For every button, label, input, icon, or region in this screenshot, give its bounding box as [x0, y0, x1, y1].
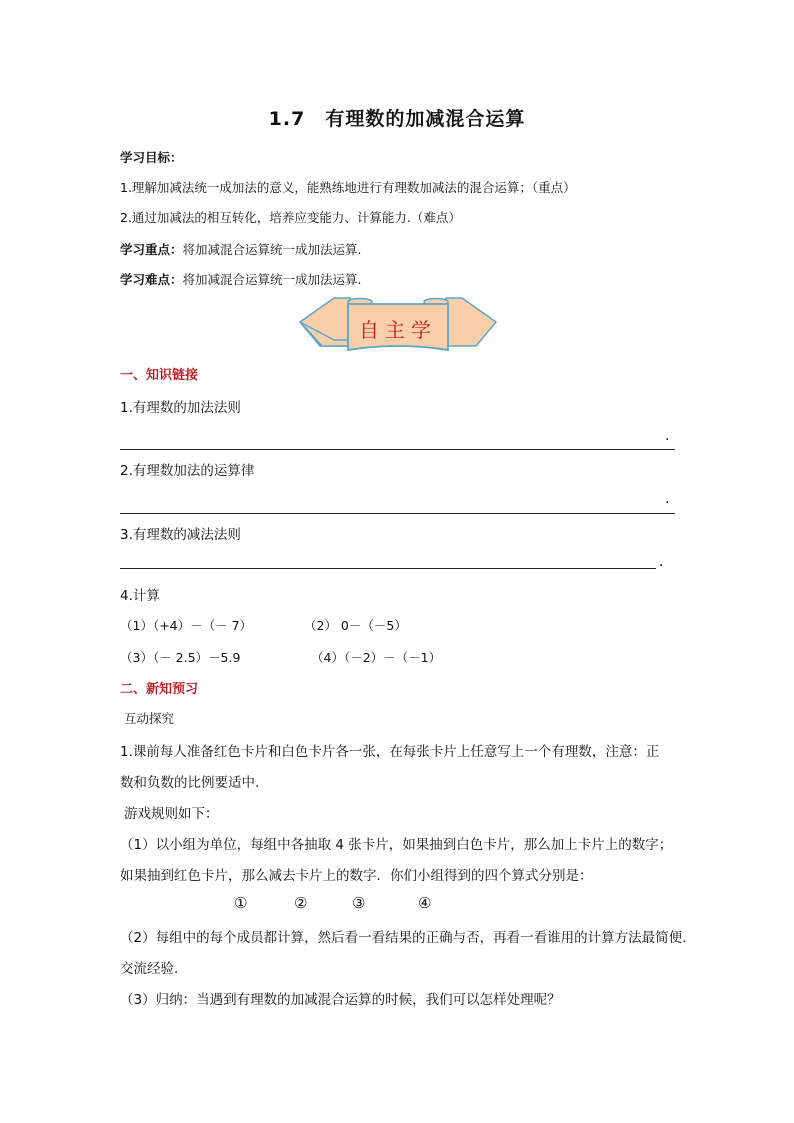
answer-line-1: [120, 449, 675, 450]
banner-text: 自主学: [359, 318, 437, 342]
formula-marker-3: ③: [352, 894, 366, 912]
rule-3: （3）归纳：当遇到有理数的加减混合运算的时候，我们可以怎样处理呢？: [120, 992, 561, 1008]
calc-item-4: （4）（－2）－（－1）: [311, 650, 442, 665]
formula-marker-1: ①: [234, 894, 248, 912]
page-title: 1.7 有理数的加减混合运算: [268, 108, 526, 130]
answer-period-2: .: [665, 491, 670, 507]
calc-item-1: （1）（+4）－（－ 7）: [120, 618, 253, 633]
difficulty-text: 将加减混合运算统一成加法运算.: [182, 272, 362, 287]
calc-item-3: （3）（－ 2.5）－5.9: [120, 650, 241, 665]
question-1: 1.有理数的加法法则: [120, 400, 241, 416]
difficulty-label: 学习难点：: [120, 272, 183, 287]
objective-1: 1.理解加减法统一成加法的意义，能熟练地进行有理数加减法的混合运算；（重点）: [120, 180, 576, 195]
rule-1-line-1: （1）以小组为单位，每组中各抽取 4 张卡片，如果抽到白色卡片，那么加上卡片上的数字；: [120, 837, 673, 853]
calc-item-2: （2） 0－（－5）: [304, 618, 407, 633]
key-point: [120, 240, 362, 258]
formula-marker-2: ②: [294, 894, 308, 912]
answer-period-3: .: [659, 554, 664, 570]
key-point-label: 学习重点：: [120, 242, 183, 257]
question-4: 4.计算: [120, 588, 160, 604]
question-2: 2.有理数加法的运算律: [120, 463, 255, 479]
key-point-text: 将加减混合运算统一成加法运算.: [182, 242, 362, 257]
game-rules-heading: 游戏规则如下：: [124, 806, 219, 822]
formula-marker-4: ④: [418, 894, 432, 912]
section1-heading: 一、知识链接: [120, 368, 199, 383]
rule-2-line-1: （2）每组中的每个成员都计算，然后看一看结果的正确与否，再看一看谁用的计算方法最简便.: [120, 930, 687, 946]
rule-2-line-2: 交流经验.: [120, 961, 179, 977]
answer-period-1: .: [665, 428, 670, 444]
section2-subheading: 互动探究: [124, 711, 175, 726]
paragraph-1-line-1: 1.课前每人准备红色卡片和白色卡片各一张，在每张卡片上任意写上一个有理数，注意：正: [120, 744, 660, 760]
objectives-heading: 学习目标：: [120, 150, 183, 165]
rule-1-line-2: 如果抽到红色卡片，那么减去卡片上的数字．你们小组得到的四个算式分别是：: [120, 868, 593, 884]
answer-line-2: [120, 513, 675, 514]
section2-heading: 二、新知预习: [120, 682, 199, 697]
question-3: 3.有理数的减法法则: [120, 527, 241, 543]
paragraph-1-line-2: 数和负数的比例要适中.: [120, 775, 260, 791]
objective-2: 2.通过加减法的相互转化，培养应变能力、计算能力.（难点）: [120, 210, 461, 225]
answer-line-3: [120, 568, 656, 569]
section-banner: [298, 296, 498, 356]
difficulty-point: [120, 270, 362, 288]
